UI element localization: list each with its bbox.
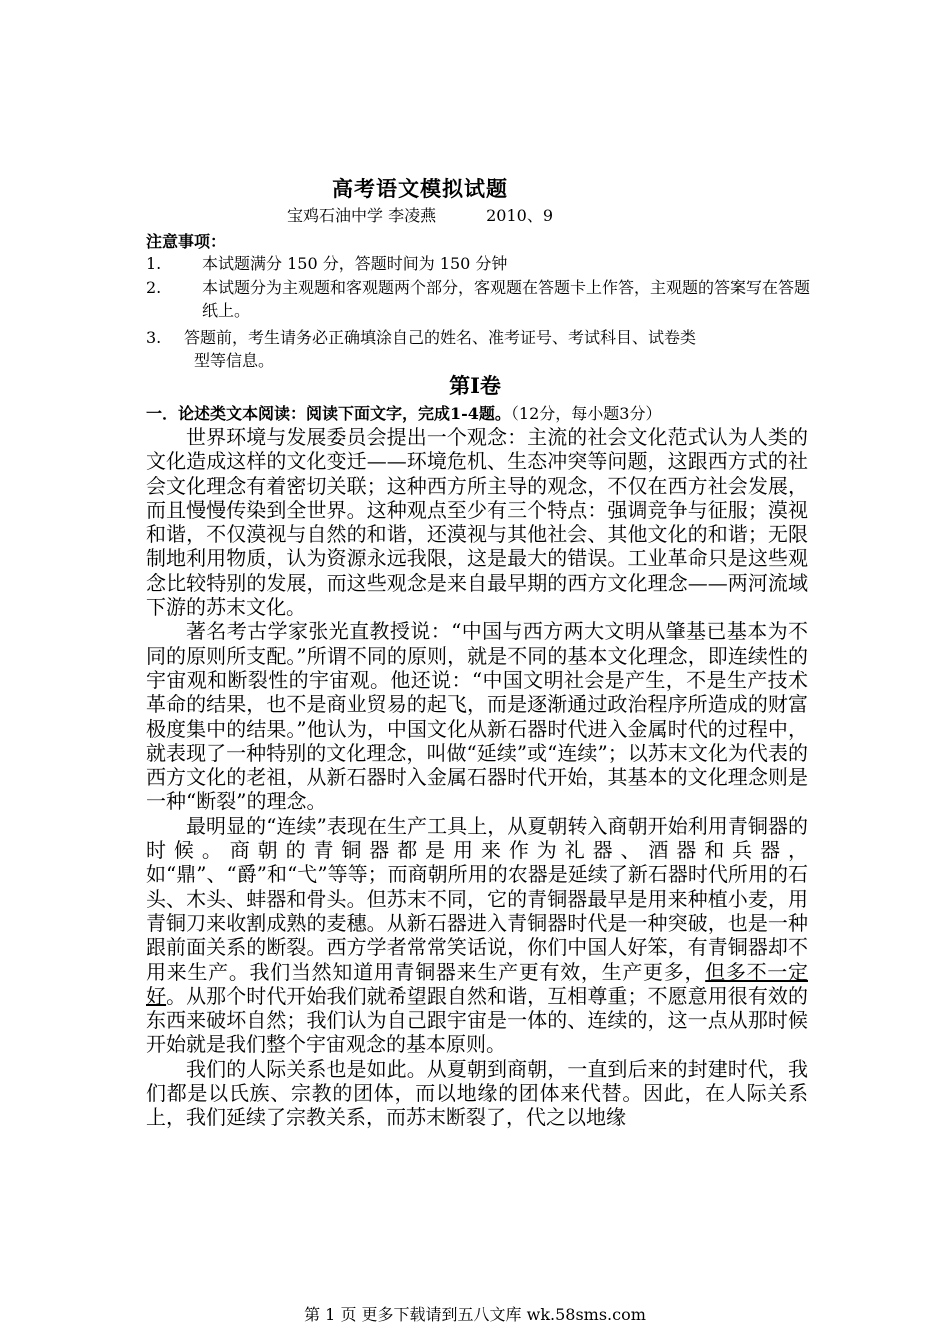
paragraph-4: 我们的人际关系也是如此。从夏朝到商朝，一直到后来的封建时代，我们都是以氏族、宗教的团体，而以地缘的团体来代替。因此，在人际关系上，我们延续了宗教关系，而苏末断裂了，代之以地缘 [146, 1056, 808, 1130]
notice-item-text: 答题前，考生请务必正确填涂自己的姓名、准考证号、考试科目、试卷类 [184, 328, 697, 347]
page-footer: 第 1 页 更多下载请到五八文库 wk.58sms.com [304, 1305, 646, 1324]
underlined-phrase: 但多不一定好 [146, 959, 809, 1008]
notice-item-number: 2. [146, 278, 162, 297]
reading-passage [146, 425, 808, 1130]
notice-item-text: 本试题满分 150 分，答题时间为 150 分钟 [202, 254, 508, 273]
section-label: 一．论述类文本阅读：阅读下面文字，完成1-4题。 [146, 404, 511, 423]
notice-item-3 [146, 326, 816, 372]
exam-title: 高考语文模拟试题 [332, 176, 508, 201]
notice-item-text: 本试题分为主观题和客观题两个部分，客观题在答题卡上作答，主观题的答案写在答题纸上。 [202, 278, 811, 320]
notice-item-number: 3. [146, 328, 162, 347]
byline [0, 203, 840, 226]
notice-item-1 [146, 252, 816, 275]
paragraph-1: 世界环境与发展委员会提出一个观念：主流的社会文化范式认为人类的文化造成这样的文化变迁——环境危机、生态冲突等问题，这跟西方式的社会文化理念有着密切关联；这种西方所主导的观念，不仅在西方社会发展，而且慢慢传染到全世界。这种观点至少有三个特点：强调竞争与征服；漠视和谐，不仅漠视与自然的和谐，还漠视与其他社会、其他文化的和谐；无限制地利用物质，认为资源永远我限，这是最大的错误。工业革命只是这些观念比较特别的发展，而这些观念是来自最早期的西方文化理念——两河流域下游的苏末文化。 [146, 425, 808, 620]
notice-item-text-continued: 型等信息。 [194, 351, 275, 370]
date: 2010、9 [486, 206, 553, 225]
section-score: （12分，每小题3分） [510, 404, 662, 423]
section-heading [146, 401, 826, 424]
volume-heading: 第Ⅰ卷 [449, 373, 501, 398]
author: 宝鸡石油中学 李凌燕 [287, 206, 437, 225]
paragraph-2: 著名考古学家张光直教授说：“中国与西方两大文明从肇基已基本为不同的原则所支配。”所谓不同的原则，就是不同的基本文化理念，即连续性的宇宙观和断裂性的宇宙观。他还说：“中国文明社会是产生，不是生产技术革命的结果，也不是商业贸易的起飞，而是逐渐通过政治程序所造成的财富极度集中的结果。”他认为，中国文化从新石器时代进入金属时代的过程中，就表现了一种特别的文化理念，叫做“延续”或“连续”；以苏末文化为代表的西方文化的老祖，从新石器时入金属石器时代开始，其基本的文化理念则是一种“断裂”的理念。 [146, 619, 808, 814]
paragraph-3: 最明显的“连续”表现在生产工具上，从夏朝转入商朝开始利用青铜器的时候。商朝的青铜器都是用来作为礼器、酒器和兵器，如“鼎”、“爵”和“弋”等等；而商朝所用的农器是延续了新石器时代所用的石头、木头、蚌器和骨头。但苏末不同，它的青铜器最早是用来种植小麦，用青铜刀来收割成熟的麦穗。从新石器进入青铜器时代是一种突破，也是一种跟前面关系的断裂。西方学者常常笑话说，你们中国人好笨，有青铜器却不用来生产。我们当然知道用青铜器来生产更有效，生产更多，但多不一定好。从那个时代开始我们就希望跟自然和谐，互相尊重；不愿意用很有效的东西来破坏自然；我们认为自己跟宇宙是一体的、连续的，这一点从那时候开始就是我们整个宇宙观念的基本原则。 [146, 813, 809, 1057]
notice-item-2 [146, 276, 816, 322]
notice-heading: 注意事项： [146, 232, 227, 251]
notice-item-number: 1. [146, 254, 162, 273]
